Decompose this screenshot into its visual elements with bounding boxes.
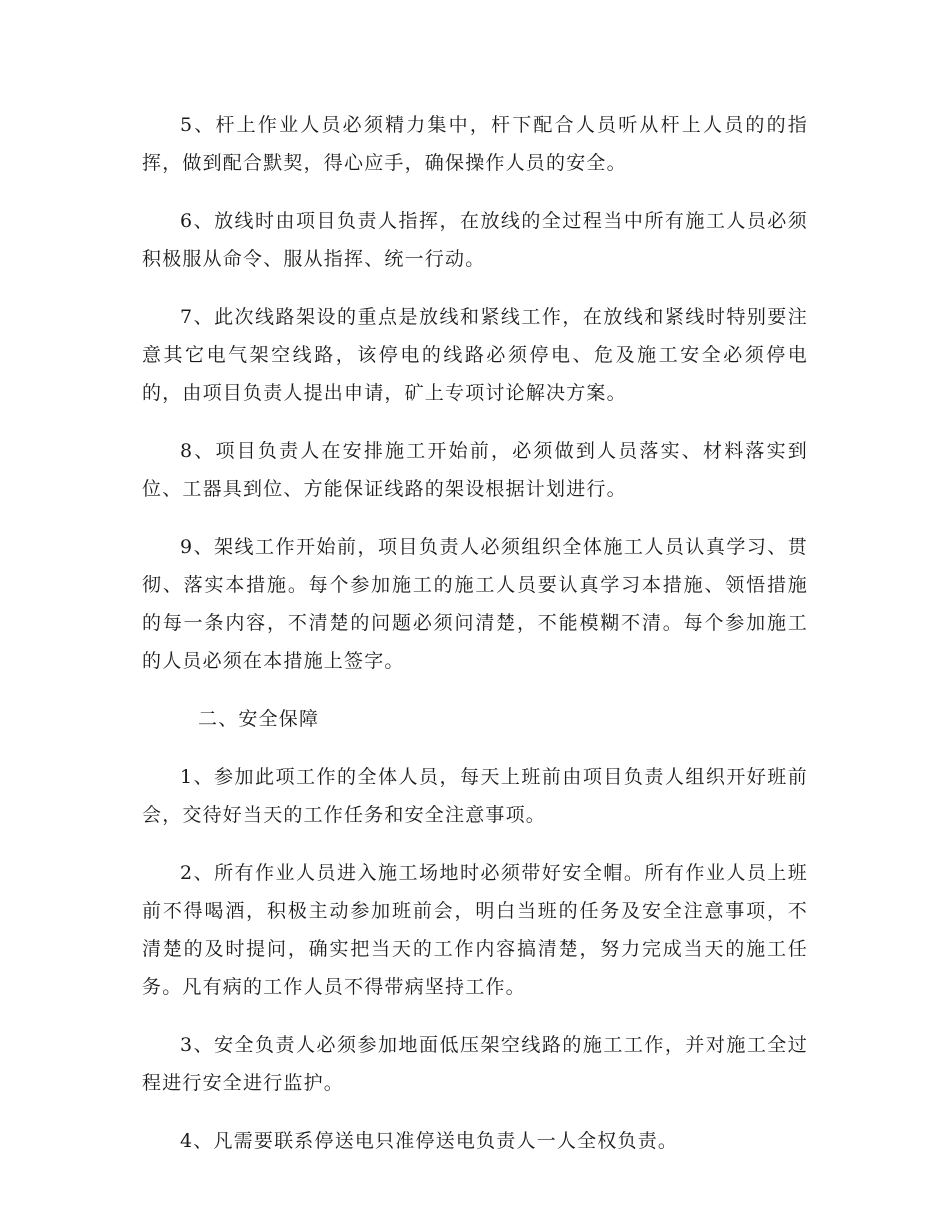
safety-item-1: 1、参加此项工作的全体人员，每天上班前由项目负责人组织开好班前会，交待好当天的工作任务和安全注意事项。 bbox=[142, 766, 808, 826]
paragraph-item-7: 7、此次线路架设的重点是放线和紧线工作，在放线和紧线时特别要注意其它电气架空线路，该停电的线路必须停电、危及施工安全必须停电的，由项目负责人提出申请，矿上专项讨论解决方案。 bbox=[142, 306, 808, 404]
paragraph-item-8: 8、项目负责人在安排施工开始前，必须做到人员落实、材料落实到位、工器具到位、方能保证线路的架设根据计划进行。 bbox=[142, 440, 808, 500]
safety-item-3: 3、安全负责人必须参加地面低压架空线路的施工工作，并对施工全过程进行安全进行监护。 bbox=[142, 1034, 808, 1094]
document-body bbox=[142, 106, 808, 1180]
section-heading: 二、安全保障 bbox=[198, 708, 320, 730]
paragraph-item-6: 6、放线时由项目负责人指挥，在放线的全过程当中所有施工人员必须积极服从命令、服从指挥、统一行动。 bbox=[142, 210, 808, 270]
paragraph-item-5: 5、杆上作业人员必须精力集中，杆下配合人员听从杆上人员的的指挥，做到配合默契，得心应手，确保操作人员的安全。 bbox=[142, 114, 808, 174]
safety-item-4: 4、凡需要联系停送电只准停送电负责人一人全权负责。 bbox=[180, 1130, 679, 1152]
paragraph-item-9: 9、架线工作开始前，项目负责人必须组织全体施工人员认真学习、贯彻、落实本措施。每个参加施工的施工人员要认真学习本措施、领悟措施的每一条内容，不清楚的问题必须问清楚，不能模糊不清。每个参加施工的人员必须在本措施上签字。 bbox=[142, 536, 808, 672]
safety-item-2: 2、所有作业人员进入施工场地时必须带好安全帽。所有作业人员上班前不得喝酒，积极主动参加班前会，明白当班的任务及安全注意事项，不清楚的及时提问，确实把当天的工作内容搞清楚，努力完成当天的施工任务。凡有病的工作人员不得带病坚持工作。 bbox=[142, 862, 808, 998]
